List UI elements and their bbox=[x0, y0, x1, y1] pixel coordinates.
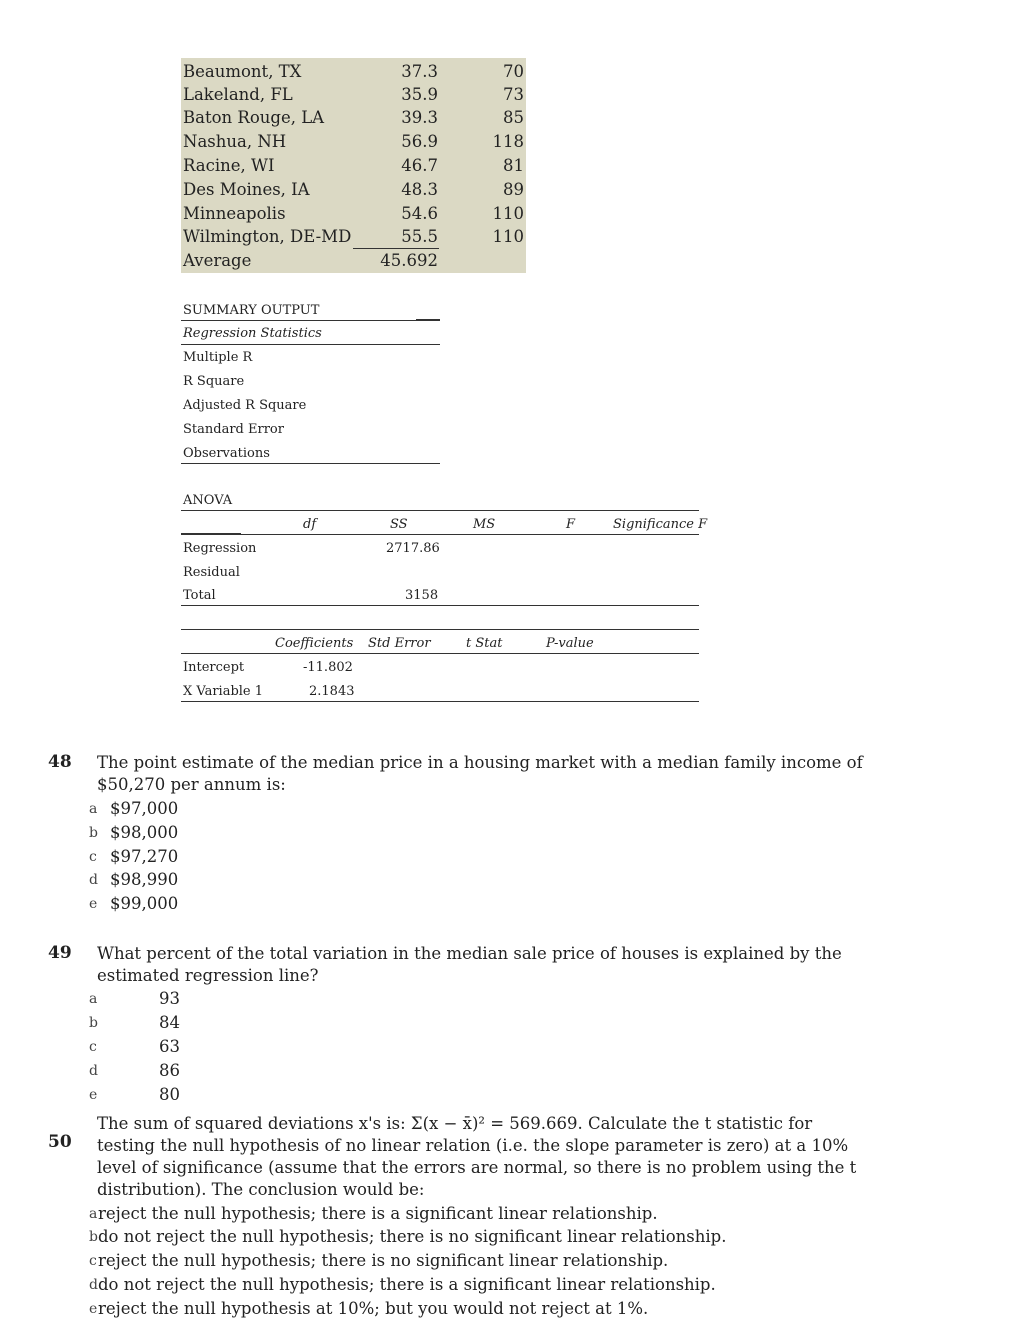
divider bbox=[181, 510, 699, 511]
coef-row-x-variable-1: X Variable 1 bbox=[183, 684, 264, 699]
option-marker: b bbox=[89, 1015, 98, 1031]
divider bbox=[181, 534, 699, 535]
income-cell: 54.6 bbox=[401, 204, 438, 223]
anova-header-f: F bbox=[566, 517, 576, 532]
table-row bbox=[181, 154, 526, 178]
option-marker: d bbox=[89, 1063, 98, 1079]
table-row bbox=[181, 130, 526, 154]
answer-option[interactable]: $98,000 bbox=[110, 823, 179, 842]
answer-option[interactable]: $97,000 bbox=[110, 799, 179, 818]
regression-statistics-heading: Regression Statistics bbox=[183, 326, 322, 341]
option-marker: e bbox=[89, 1301, 98, 1317]
option-marker: d bbox=[89, 872, 98, 888]
city-cell: Baton Rouge, LA bbox=[183, 108, 325, 127]
coef-row-intercept: Intercept bbox=[183, 660, 245, 675]
divider bbox=[181, 653, 699, 654]
coef-header-coefficients: Coefficients bbox=[275, 636, 354, 651]
average-value: 45.692 bbox=[380, 251, 438, 270]
city-cell: Beaumont, TX bbox=[183, 62, 302, 81]
divider bbox=[181, 605, 699, 606]
price-cell: 89 bbox=[503, 180, 524, 199]
income-cell: 46.7 bbox=[401, 156, 438, 175]
table-row bbox=[181, 83, 526, 107]
stat-adjusted-r-square: Adjusted R Square bbox=[183, 398, 307, 413]
answer-option[interactable]: 86 bbox=[159, 1061, 180, 1080]
question-number: 49 bbox=[48, 943, 72, 963]
answer-option[interactable]: reject the null hypothesis; there is a significant linear relationship. bbox=[98, 1204, 658, 1223]
income-cell: 55.5 bbox=[401, 227, 438, 246]
coef-header-p-value: P-value bbox=[546, 636, 594, 651]
divider bbox=[181, 320, 440, 321]
coef-header-std-error: Std Error bbox=[368, 636, 431, 651]
divider bbox=[181, 463, 440, 464]
average-label: Average bbox=[183, 251, 252, 270]
anova-header-ss: SS bbox=[390, 517, 408, 532]
option-marker: c bbox=[89, 1253, 97, 1269]
option-marker: a bbox=[89, 801, 98, 817]
coef-intercept-value: -11.802 bbox=[303, 660, 353, 675]
price-cell: 110 bbox=[492, 227, 524, 246]
income-cell: 37.3 bbox=[401, 62, 438, 81]
city-cell: Minneapolis bbox=[183, 204, 286, 223]
city-cell: Des Moines, IA bbox=[183, 180, 310, 199]
divider bbox=[181, 629, 699, 630]
answer-option[interactable]: do not reject the null hypothesis; there is a significant linear relationship. bbox=[98, 1275, 716, 1294]
answer-option[interactable]: reject the null hypothesis; there is no significant linear relationship. bbox=[98, 1251, 669, 1270]
table-row bbox=[181, 225, 526, 249]
stat-multiple-r: Multiple R bbox=[183, 350, 253, 365]
city-cell: Racine, WI bbox=[183, 156, 275, 175]
price-cell: 85 bbox=[503, 108, 524, 127]
answer-option[interactable]: $98,990 bbox=[110, 870, 179, 889]
stat-standard-error: Standard Error bbox=[183, 422, 284, 437]
divider bbox=[181, 344, 440, 345]
answer-option[interactable]: 80 bbox=[159, 1085, 180, 1104]
answer-option[interactable]: 63 bbox=[159, 1037, 180, 1056]
anova-row-regression: Regression bbox=[183, 541, 257, 556]
option-marker: e bbox=[89, 1087, 98, 1103]
divider bbox=[416, 319, 440, 321]
answer-option[interactable]: $99,000 bbox=[110, 894, 179, 913]
anova-regression-ss: 2717.86 bbox=[386, 541, 440, 556]
anova-row-total: Total bbox=[183, 588, 216, 603]
city-cell: Wilmington, DE-MD bbox=[183, 227, 352, 246]
city-cell: Nashua, NH bbox=[183, 132, 287, 151]
stat-observations: Observations bbox=[183, 446, 270, 461]
anova-header-df: df bbox=[303, 517, 317, 532]
income-cell: 56.9 bbox=[401, 132, 438, 151]
anova-total-ss: 3158 bbox=[405, 588, 439, 603]
income-cell: 39.3 bbox=[401, 108, 438, 127]
table-row bbox=[181, 60, 526, 84]
anova-row-residual: Residual bbox=[183, 565, 240, 580]
anova-title: ANOVA bbox=[183, 493, 233, 508]
income-cell: 35.9 bbox=[401, 85, 438, 104]
table-row bbox=[181, 202, 526, 226]
option-marker: d bbox=[89, 1277, 98, 1293]
option-marker: b bbox=[89, 825, 98, 841]
stat-r-square: R Square bbox=[183, 374, 245, 389]
option-marker: a bbox=[89, 991, 98, 1007]
table-row bbox=[181, 178, 526, 202]
question-text: What percent of the total variation in the median sale price of houses is explained by the estimated regression line? bbox=[97, 944, 842, 985]
summary-title: SUMMARY OUTPUT bbox=[183, 303, 320, 318]
option-marker: c bbox=[89, 849, 97, 865]
price-cell: 118 bbox=[492, 132, 524, 151]
coef-x-variable-value: 2.1843 bbox=[309, 684, 355, 699]
price-cell: 70 bbox=[503, 62, 524, 81]
answer-option[interactable]: $97,270 bbox=[110, 847, 179, 866]
price-cell: 81 bbox=[503, 156, 524, 175]
option-marker: e bbox=[89, 896, 98, 912]
average-row bbox=[181, 249, 526, 273]
anova-header-ms: MS bbox=[473, 517, 496, 532]
answer-option[interactable]: 84 bbox=[159, 1013, 180, 1032]
question-text: The point estimate of the median price in a housing market with a median family income of $50,270 per annum is: bbox=[97, 753, 863, 794]
answer-option[interactable]: do not reject the null hypothesis; there is no significant linear relationship. bbox=[98, 1227, 727, 1246]
city-cell: Lakeland, FL bbox=[183, 85, 293, 104]
table-row bbox=[181, 106, 526, 130]
question-number: 50 bbox=[48, 1132, 72, 1152]
option-marker: a bbox=[89, 1206, 98, 1222]
question-text: The sum of squared deviations x's is: Σ(x − x̄)² = 569.669. Calculate the t statistic for testing the null hypothesis of no linear relation (i.e. the slope parameter is zero) at a 10% level of significance (assume that the errors are normal, so there is no problem using the t distribution). The conclusion would be: bbox=[97, 1114, 857, 1199]
income-cell: 48.3 bbox=[401, 180, 438, 199]
question-number: 48 bbox=[48, 752, 72, 772]
anova-header-significance-f: Significance F bbox=[613, 517, 708, 532]
option-marker: c bbox=[89, 1039, 97, 1055]
answer-option[interactable]: reject the null hypothesis at 10%; but you would not reject at 1%. bbox=[98, 1299, 649, 1318]
answer-option[interactable]: 93 bbox=[159, 989, 180, 1008]
price-cell: 73 bbox=[503, 85, 524, 104]
divider bbox=[181, 701, 699, 702]
option-marker: b bbox=[89, 1229, 98, 1245]
price-cell: 110 bbox=[492, 204, 524, 223]
income-price-table bbox=[181, 58, 526, 273]
divider bbox=[181, 533, 241, 535]
coef-header-t-stat: t Stat bbox=[466, 636, 503, 651]
